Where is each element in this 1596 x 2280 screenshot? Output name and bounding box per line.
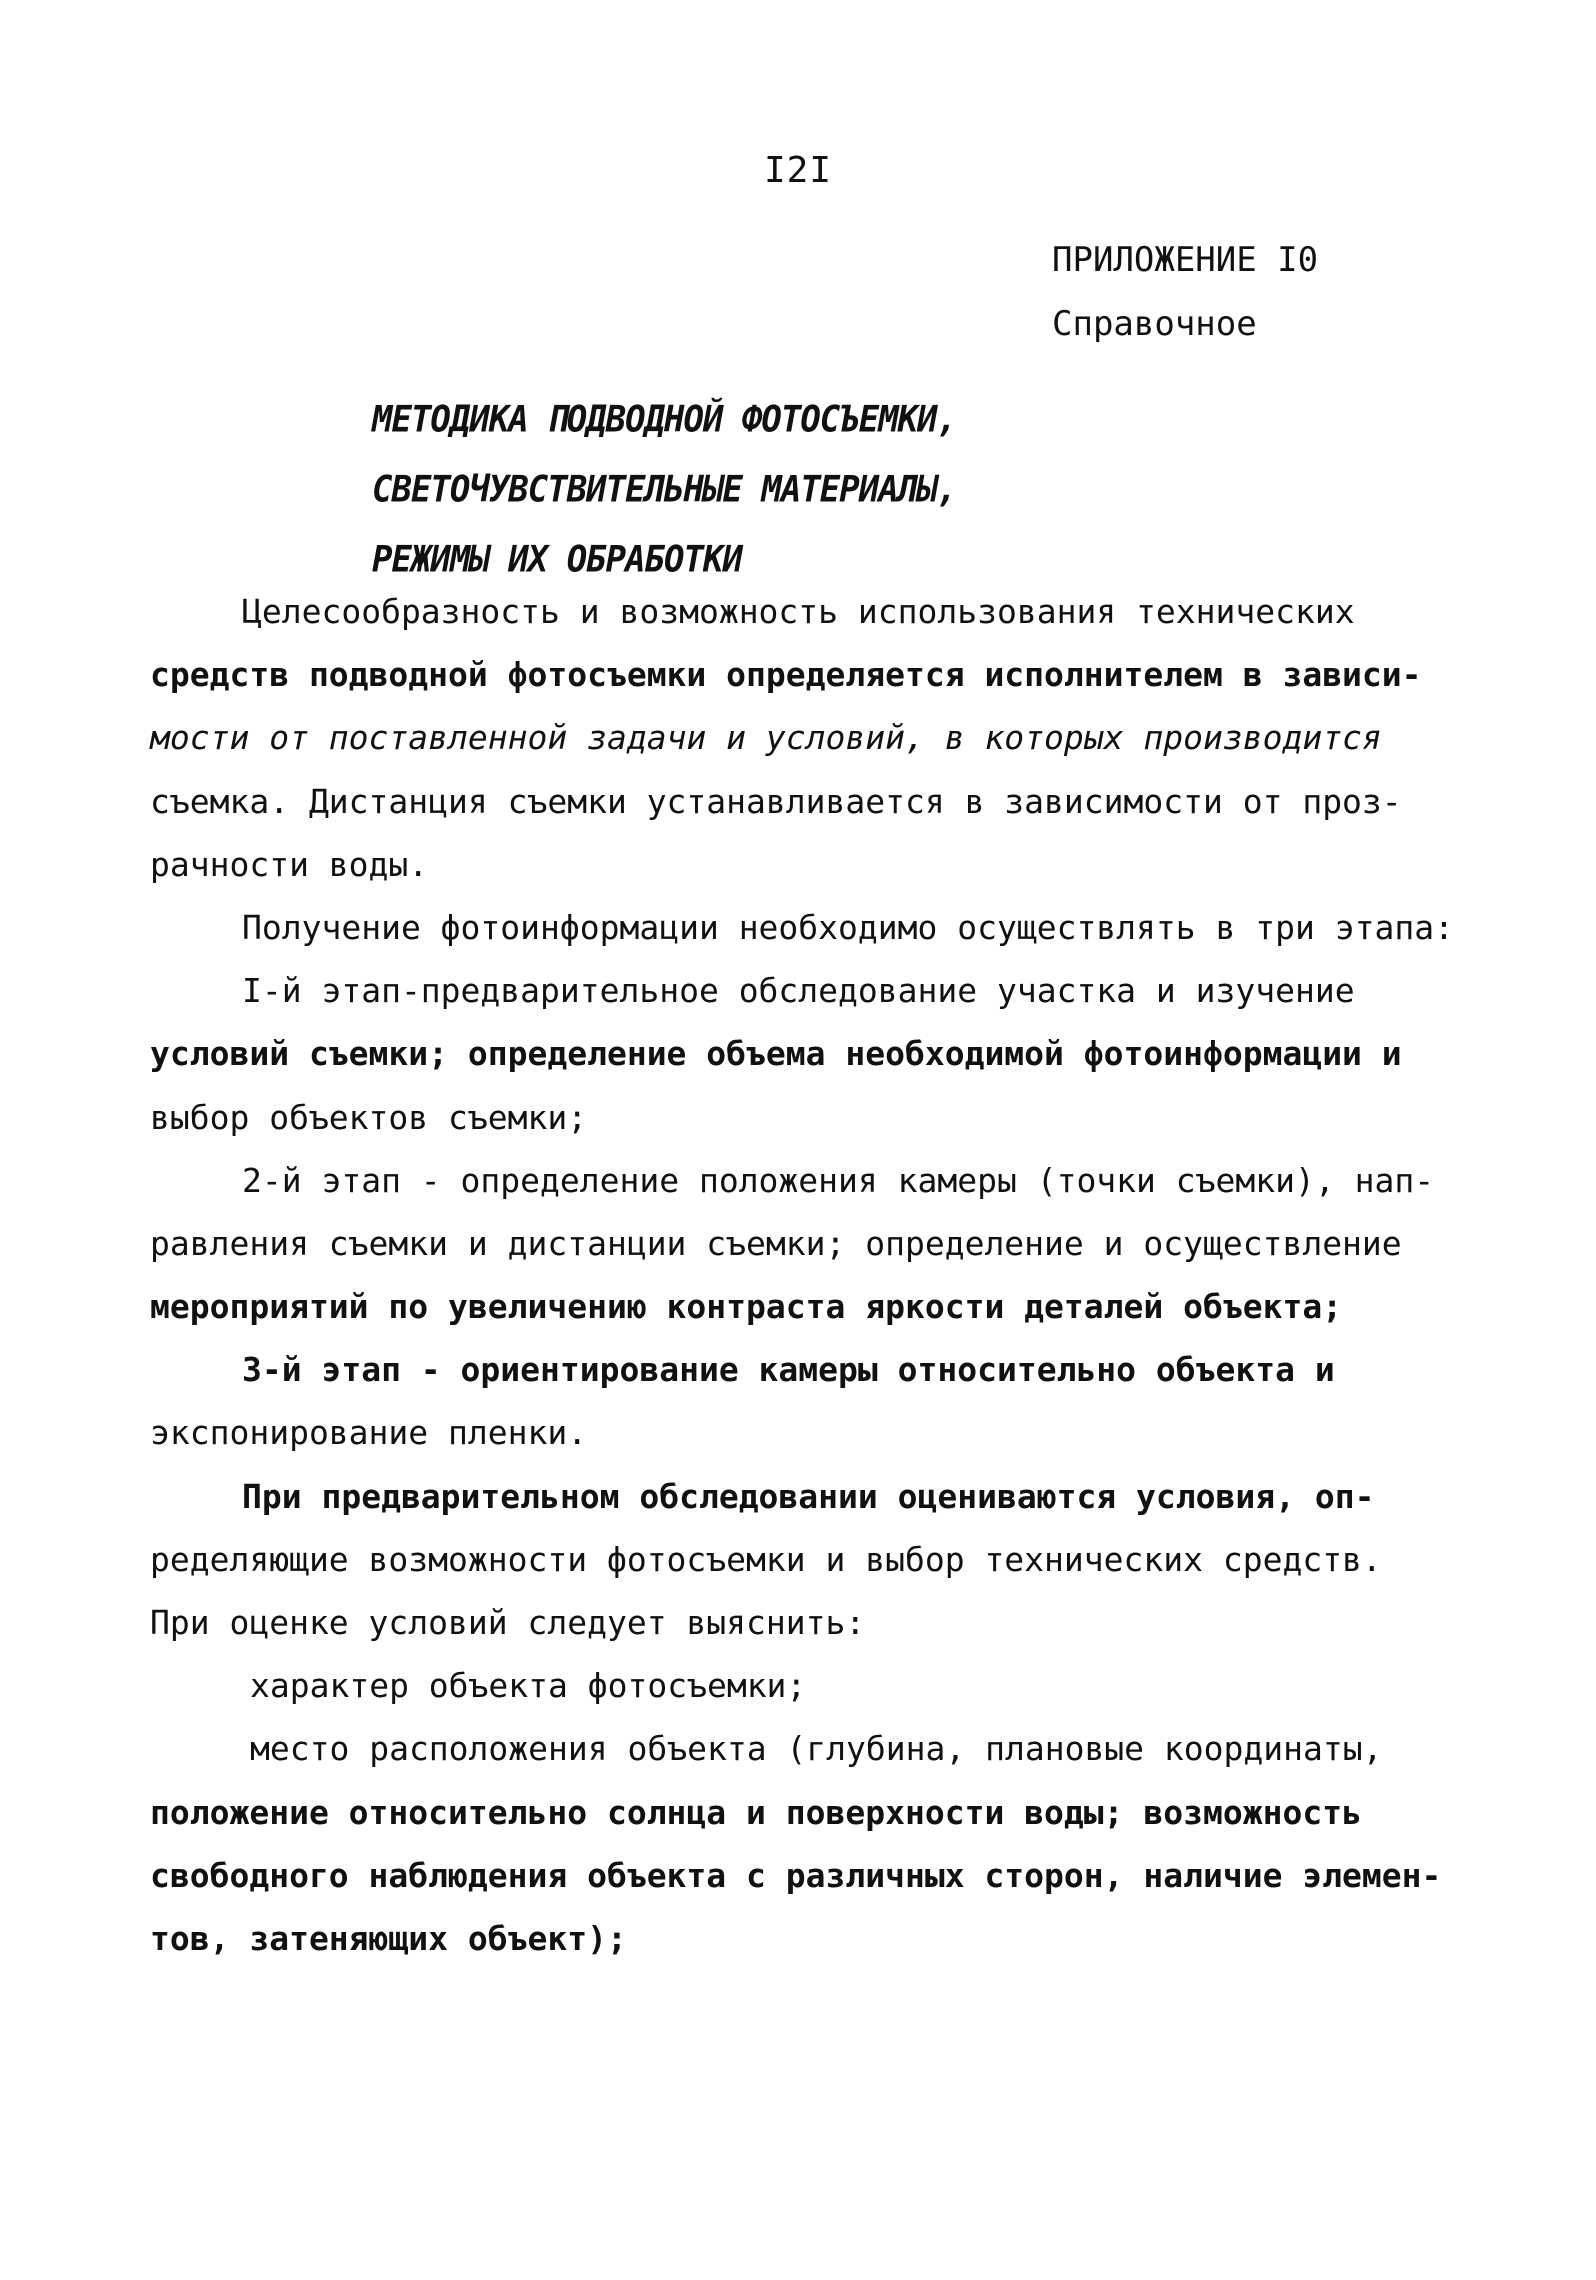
body-line: Получение фотоинформации необходимо осуществлять в три этапа: <box>242 907 1454 947</box>
body-line: свободного наблюдения объекта с различных сторон, наличие элемен- <box>150 1855 1442 1895</box>
body-line: При предварительном обследовании оцениваются условия, оп- <box>242 1476 1375 1516</box>
body-line: условий съемки; определение объема необходимой фотоинформации и <box>150 1034 1402 1074</box>
body-line: выбор объектов съемки; <box>150 1097 588 1137</box>
body-line: рачности воды. <box>150 844 429 884</box>
body-line: мости от поставленной задачи и условий, в которых производится <box>150 718 1382 758</box>
body-line: характер объекта фотосъемки; <box>250 1666 807 1706</box>
body-line: Целесообразность и возможность использования технических <box>242 592 1355 631</box>
body-line: тов, затеняющих объект); <box>150 1918 627 1958</box>
title-line: МЕТОДИКА ПОДВОДНОЙ ФОТОСЪЕМКИ, <box>372 398 957 442</box>
title-line: СВЕТОЧУВСТВИТЕЛЬНЫЕ МАТЕРИАЛЫ, <box>372 468 957 512</box>
body-line: положение относительно солнца и поверхности воды; возможность <box>150 1792 1362 1832</box>
title-line: РЕЖИМЫ ИХ ОБРАБОТКИ <box>372 538 742 582</box>
body-line: съемка. Дистанция съемки устанавливается в зависимости от проз- <box>150 781 1402 821</box>
body-line: ределяющие возможности фотосъемки и выбор технических средств. <box>150 1539 1382 1579</box>
document-title <box>372 385 956 595</box>
body-line: равления съемки и дистанции съемки; определение и осуществление <box>150 1223 1402 1263</box>
body-line: мероприятий по увеличению контраста яркости деталей объекта; <box>150 1287 1343 1327</box>
appendix-label: ПРИЛОЖЕНИЕ I0 <box>1052 240 1319 280</box>
page-number: I2I <box>763 150 833 191</box>
body-line: 3-й этап - ориентирование камеры относительно объекта и <box>242 1350 1335 1390</box>
appendix-type: Справочное <box>1052 304 1257 344</box>
body-line: средств подводной фотосъемки определяется исполнителем в зависи- <box>150 655 1422 695</box>
appendix-header <box>1052 228 1318 356</box>
body-text <box>150 580 1454 1970</box>
body-line: I-й этап-предварительное обследование участка и изучение <box>242 971 1355 1011</box>
body-line: экспонирование пленки. <box>150 1413 588 1453</box>
body-line: место расположения объекта (глубина, плановые координаты, <box>250 1729 1383 1769</box>
body-line: При оценке условий следует выяснить: <box>150 1603 866 1642</box>
body-line: 2-й этап - определение положения камеры (точки съемки), нап- <box>242 1160 1435 1200</box>
